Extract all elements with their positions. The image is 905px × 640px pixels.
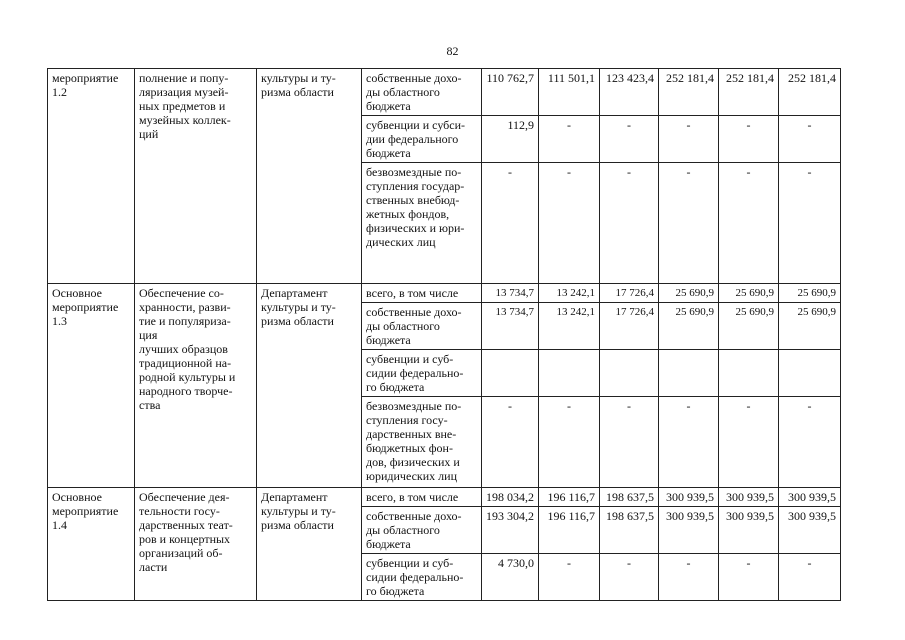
value-cell [779,350,841,397]
value-cell: - [600,163,659,284]
value-cell [659,350,719,397]
value-cell: 300 939,5 [659,488,719,507]
value-cell [482,350,539,397]
value-cell: 25 690,9 [719,284,779,303]
value-cell: 112,9 [482,116,539,163]
value-cell: - [600,116,659,163]
source-cell: безвозмездные по- ступления госу- дарственных вне- бюджетных фон- дов, физических и юридических лиц [362,397,482,488]
value-cell: - [779,554,841,601]
description-cell: Обеспечение дея- тельности госу- дарственных теат- ров и концертных организаций об- ласти [135,488,257,601]
value-cell: 196 116,7 [539,488,600,507]
value-cell: 25 690,9 [719,303,779,350]
source-cell: субвенции и суб- сидии федерально- го бюджета [362,554,482,601]
value-cell: 17 726,4 [600,303,659,350]
page-number: 82 [446,44,459,58]
value-cell: 300 939,5 [719,488,779,507]
value-cell: - [600,397,659,488]
value-cell: 300 939,5 [779,488,841,507]
value-cell: 25 690,9 [779,284,841,303]
value-cell: - [659,163,719,284]
value-cell: - [659,116,719,163]
value-cell: 13 734,7 [482,303,539,350]
value-cell: - [600,554,659,601]
value-cell: 110 762,7 [482,69,539,116]
value-cell: 4 730,0 [482,554,539,601]
value-cell: - [539,397,600,488]
source-cell: собственные дохо- ды областного бюджета [362,69,482,116]
value-cell: 300 939,5 [719,507,779,554]
value-cell: 17 726,4 [600,284,659,303]
value-cell: - [659,554,719,601]
source-cell: субвенции и субси- дии федерального бюджета [362,116,482,163]
value-cell: - [539,116,600,163]
value-cell: 300 939,5 [659,507,719,554]
value-cell: - [659,397,719,488]
table-row [48,69,841,116]
value-cell: - [779,116,841,163]
value-cell: 123 423,4 [600,69,659,116]
value-cell: - [719,397,779,488]
value-cell: 25 690,9 [659,284,719,303]
value-cell: 196 116,7 [539,507,600,554]
value-cell [600,350,659,397]
value-cell: 198 637,5 [600,507,659,554]
source-cell: всего, в том числе [362,284,482,303]
description-cell: полнение и попу- ляризация музей- ных предметов и музейных коллек- ций [135,69,257,284]
value-cell: - [719,554,779,601]
value-cell: - [719,163,779,284]
source-cell: безвозмездные по- ступления государ- ственных внебюд- жетных фондов, физических и юри- дических лиц [362,163,482,284]
value-cell: 198 637,5 [600,488,659,507]
value-cell: 13 734,7 [482,284,539,303]
executor-cell: культуры и ту- ризма области [257,69,362,284]
table-row [48,284,841,303]
source-cell: субвенции и суб- сидии федерально- го бюджета [362,350,482,397]
value-cell: 198 034,2 [482,488,539,507]
executor-cell: Департамент культуры и ту- ризма области [257,488,362,601]
value-cell: 25 690,9 [779,303,841,350]
value-cell: 13 242,1 [539,284,600,303]
value-cell: 252 181,4 [719,69,779,116]
value-cell: - [719,116,779,163]
value-cell: 13 242,1 [539,303,600,350]
table-row [48,488,841,507]
value-cell: 252 181,4 [779,69,841,116]
value-cell [719,350,779,397]
measure-cell: мероприятие 1.2 [48,69,135,284]
executor-cell: Департамент культуры и ту- ризма области [257,284,362,488]
source-cell: собственные дохо- ды областного бюджета [362,507,482,554]
value-cell: 193 304,2 [482,507,539,554]
budget-table [47,68,841,601]
value-cell: 300 939,5 [779,507,841,554]
value-cell: - [482,163,539,284]
measure-cell: Основное мероприятие 1.3 [48,284,135,488]
value-cell: - [482,397,539,488]
value-cell: - [779,163,841,284]
value-cell: - [539,554,600,601]
value-cell: - [779,397,841,488]
source-cell: всего, в том числе [362,488,482,507]
description-cell: Обеспечение со- хранности, разви- тие и популяриза- ция лучших образцов традиционной на- родной культуры и народного творче- ства [135,284,257,488]
value-cell: 25 690,9 [659,303,719,350]
measure-cell: Основное мероприятие 1.4 [48,488,135,601]
value-cell [539,350,600,397]
value-cell: - [539,163,600,284]
value-cell: 111 501,1 [539,69,600,116]
source-cell: собственные дохо- ды областного бюджета [362,303,482,350]
value-cell: 252 181,4 [659,69,719,116]
